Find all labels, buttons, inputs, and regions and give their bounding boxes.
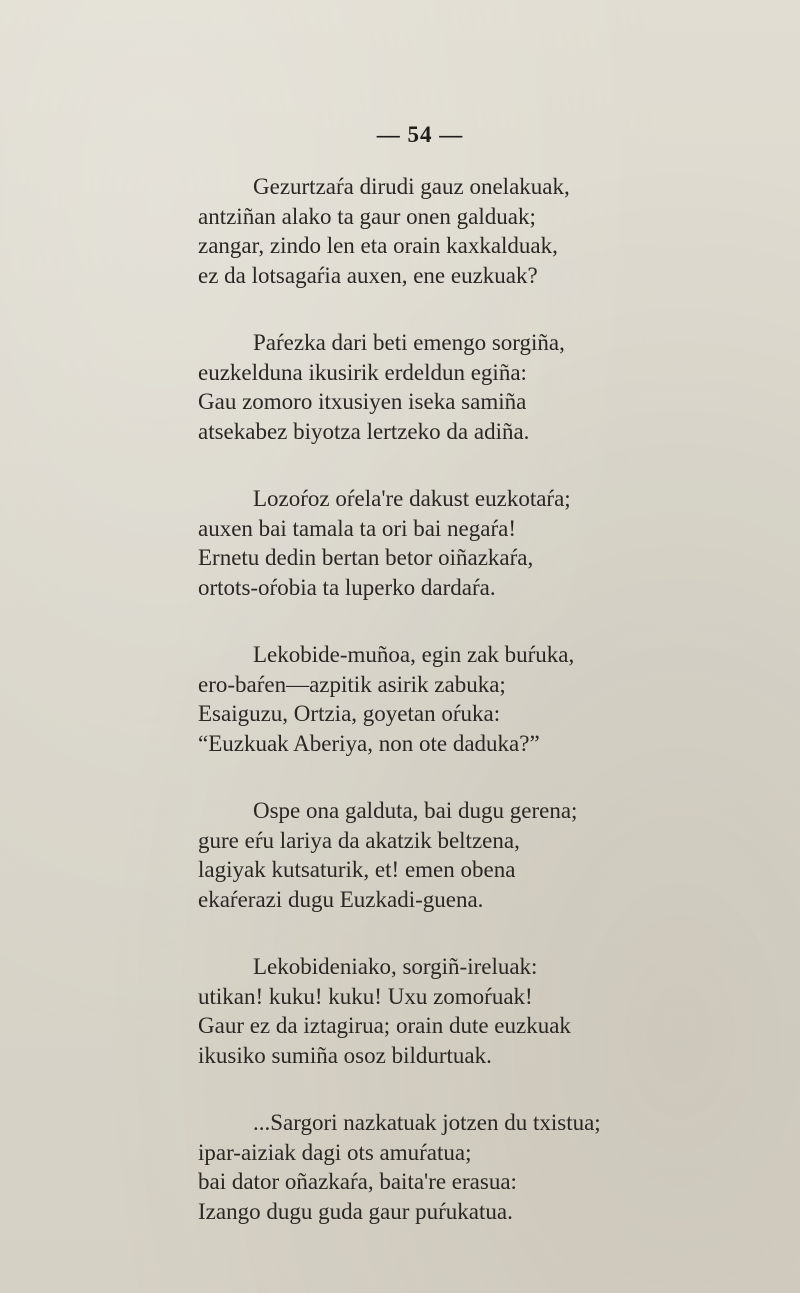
poem [198,172,758,1264]
poem-line: ikusiko sumiña osoz bildurtuak. [198,1042,492,1068]
poem-line: Paŕezka dari beti emengo sorgiña, [253,330,565,355]
page-number: — 54 — [376,122,464,147]
stanza-3 [198,484,758,602]
poem-line: utikan! kuku! kuku! Uxu zomoŕuak! [198,983,533,1009]
poem-line: ero-baŕen—azpitik asirik zabuka; [198,671,506,697]
stanza-5 [198,796,758,914]
poem-line: Lekobideniako, sorgiñ-ireluak: [253,954,538,979]
poem-line: bai dator oñazkaŕa, baita're erasua: [198,1169,517,1194]
poem-line: euzkelduna ikusirik erdeldun egiña: [198,359,527,385]
poem-line: “Euzkuak Aberiya, non ote daduka?” [198,730,540,756]
poem-line: auxen bai tamala ta ori bai negaŕa! [198,515,517,541]
poem-line: Izango dugu guda gaur puŕukatua. [198,1198,513,1224]
poem-line: Ospe ona galduta, bai dugu gerena; [253,798,578,823]
stanza-2 [198,328,758,446]
stanza-4 [198,640,758,758]
poem-line: lagiyak kutsaturik, et! emen obena [198,857,516,882]
poem-line: ipar-aiziak dagi ots amuŕatua; [198,1139,472,1165]
poem-line: ortots-oŕobia ta luperko dardaŕa. [198,574,496,600]
stanza-1 [198,172,758,290]
poem-line: ez da lotsagaŕia auxen, ene euzkuak? [198,262,538,288]
poem-line: zangar, zindo len eta orain kaxkalduak, [198,233,558,258]
stanza-7 [198,1108,758,1226]
poem-line: Lekobide-muñoa, egin zak buŕuka, [253,642,575,667]
poem-line: antziñan alako ta gaur onen galduak; [198,203,536,229]
poem-line: ...Sargori nazkatuak jotzen du txistua; [253,1110,601,1135]
poem-line: Gezurtzaŕa dirudi gauz onelakuak, [253,174,570,199]
poem-line: Lozoŕoz oŕela're dakust euzkotaŕa; [253,486,571,511]
poem-line: atsekabez biyotza lertzeko da adiña. [198,418,530,444]
poem-line: Ernetu dedin bertan betor oiñazkaŕa, [198,545,534,570]
poem-line: ekaŕerazi dugu Euzkadi-guena. [198,886,484,912]
stanza-6 [198,952,758,1070]
poem-line: Esaiguzu, Ortzia, goyetan oŕuka: [198,701,501,726]
poem-line: Gau zomoro itxusiyen iseka samiña [198,389,527,414]
poem-line: Gaur ez da iztagirua; orain dute euzkuak [198,1013,571,1038]
poem-line: gure eŕu lariya da akatzik beltzena, [198,827,520,853]
